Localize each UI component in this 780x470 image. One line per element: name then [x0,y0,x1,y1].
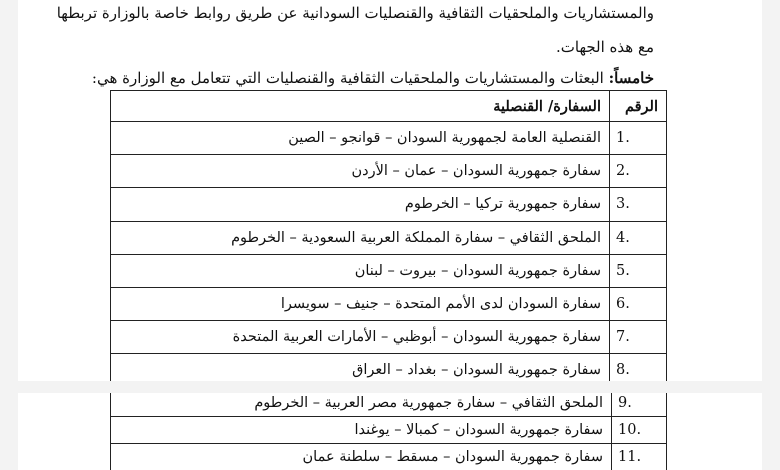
row-embassy-name: سفارة جمهورية السودان – بيروت – لبنان [111,254,610,287]
row-embassy-name: سفارة جمهورية السودان – بغداد – العراق [111,354,610,381]
row-number: 6. [610,287,667,320]
table-header-row [111,91,667,122]
table-row [111,221,667,254]
table-row [111,155,667,188]
embassies-table-continued [110,393,667,470]
row-number: 4. [610,221,667,254]
row-embassy-name: سفارة جمهورية السودان – أبوظبي – الأمارات العربية المتحدة [111,321,610,354]
embassies-table [110,90,667,381]
row-embassy-name: الملحق الثقافي – سفارة جمهورية مصر العربية – الخرطوم [111,393,612,417]
header-number: الرقم [610,91,667,122]
section-heading [91,68,654,88]
document-page-top [18,0,762,381]
row-embassy-name: سفارة جمهورية السودان – عمان – الأردن [111,155,610,188]
row-number: 2. [610,155,667,188]
table-row [111,444,667,470]
row-number: 7. [610,321,667,354]
row-embassy-name: الملحق الثقافي – سفارة المملكة العربية السعودية – الخرطوم [111,221,610,254]
row-number: 3. [610,188,667,221]
header-embassy: السفارة/ القنصلية [111,91,610,122]
row-embassy-name: سفارة جمهورية تركيا – الخرطوم [111,188,610,221]
table-row [111,417,667,444]
row-number: 1. [610,122,667,155]
row-number: 11. [612,444,667,470]
section-heading-lead: خامساً: [608,69,654,87]
row-number: 8. [610,354,667,381]
row-embassy-name: القنصلية العامة لجمهورية السودان – قوانجو – الصين [111,122,610,155]
row-embassy-name: سفارة السودان لدى الأمم المتحدة – جنيف – سويسرا [111,287,610,320]
table-row [111,354,667,381]
paragraph-line-1: والمستشاريات والملحقيات الثقافية والقنصليات السودانية عن طريق روابط خاصة بالوزارة تربطها [56,4,654,22]
row-number: 10. [612,417,667,444]
row-number: 9. [612,393,667,417]
table-row [111,393,667,417]
table-row [111,321,667,354]
row-number: 5. [610,254,667,287]
table-row [111,188,667,221]
table-row [111,122,667,155]
document-page-bottom [18,393,762,470]
table-row [111,287,667,320]
row-embassy-name: سفارة جمهورية السودان – كمبالا – يوغندا [111,417,612,444]
paragraph-line-2: مع هذه الجهات. [556,38,654,56]
row-embassy-name: سفارة جمهورية السودان – مسقط – سلطنة عمان [111,444,612,470]
table-row [111,254,667,287]
section-heading-text: البعثات والمستشاريات والملحقيات الثقافية والقنصليات التي تتعامل مع الوزارة هي: [91,69,609,87]
